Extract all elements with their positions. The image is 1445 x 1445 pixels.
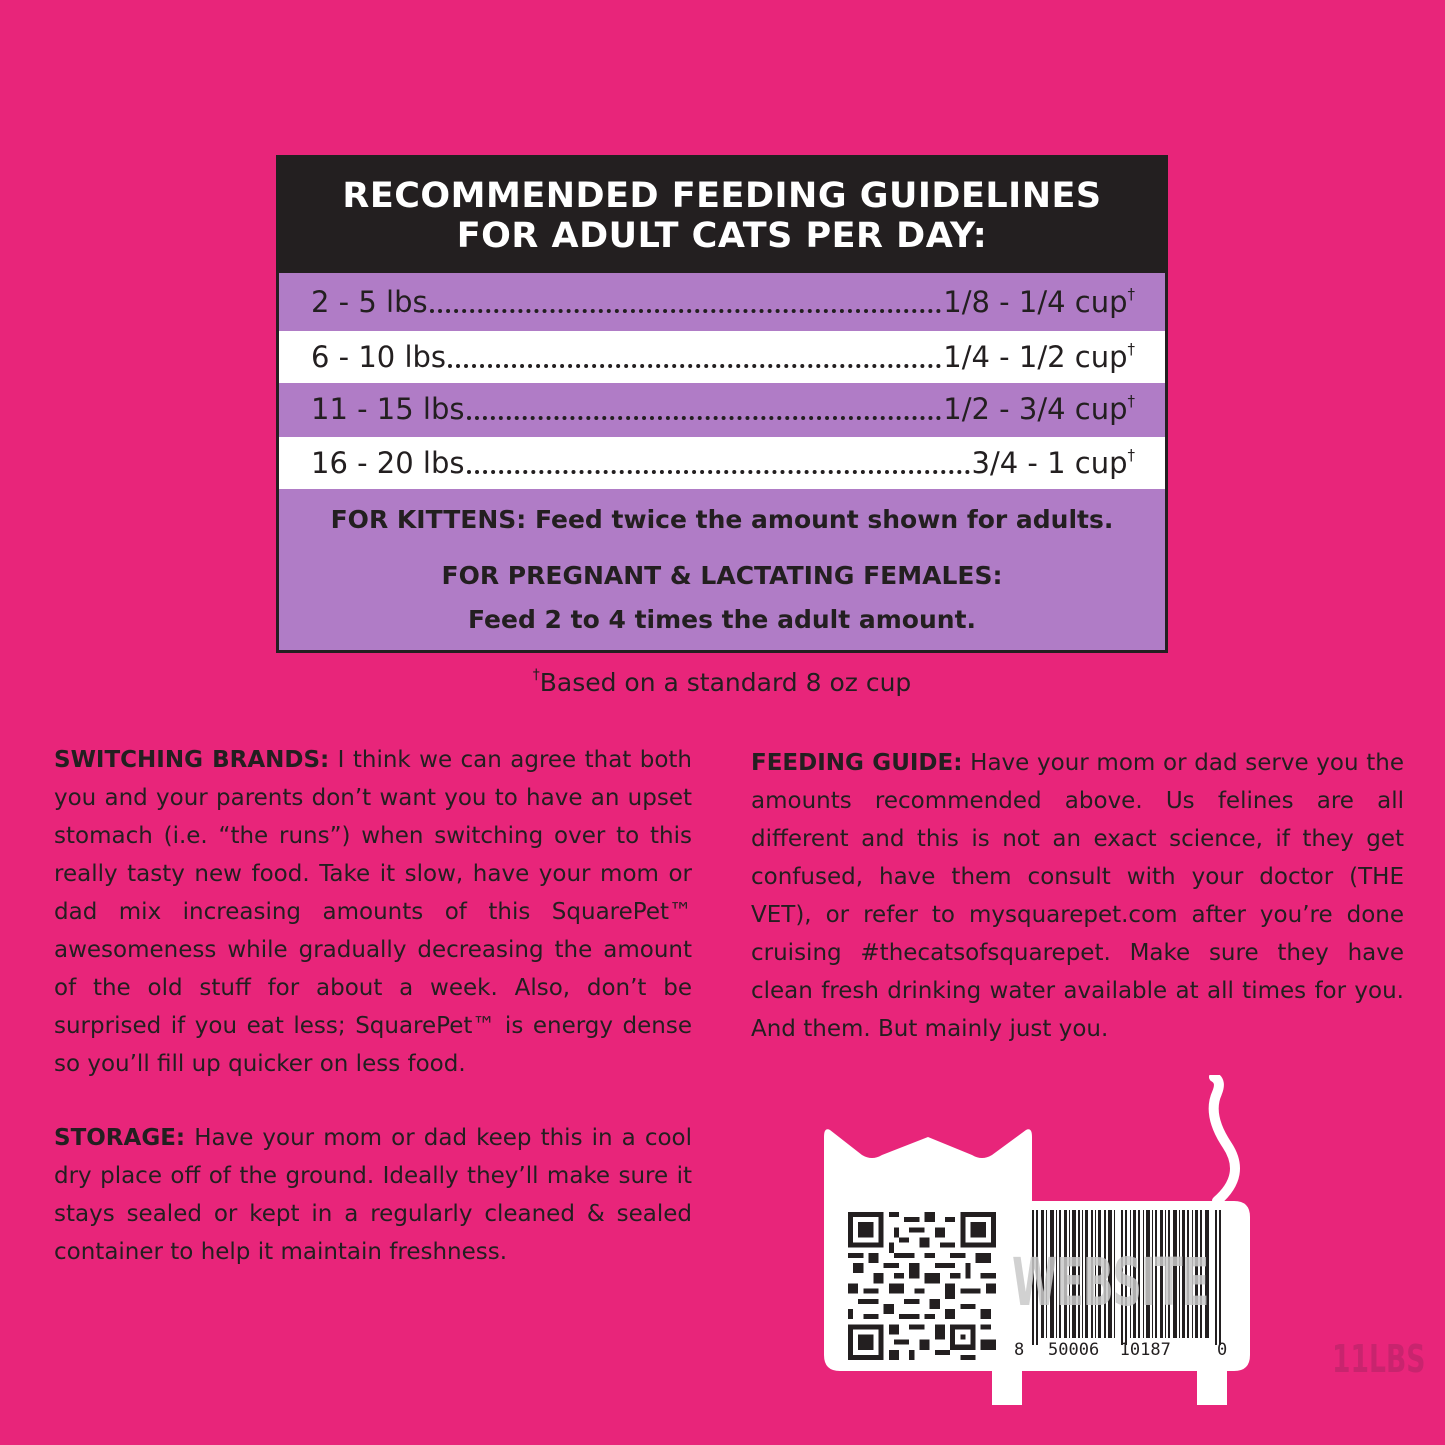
- table-header: [279, 158, 1165, 273]
- weight-range: 6 - 10 lbs: [311, 340, 447, 374]
- dot-leader: [448, 339, 941, 368]
- dot-leader: [467, 445, 970, 474]
- cup-amount: 1/2 - 3/4 cup†: [943, 392, 1135, 426]
- table-row: [279, 383, 1165, 435]
- feeding-guide-heading: FEEDING GUIDE:: [751, 750, 963, 776]
- switching-text: I think we can agree that both you and your parents don’t want you to have an upset stomach (i.e. “the runs”) when switching over to this really tasty new food. Take it slow, have your mom or dad mix increasing amounts of this SquarePet™ awesomeness while gradually decreasing the amount of the old stuff for about a week. Also, don’t be surprised if you eat less; SquarePet™ is energy dense so you’ll fill up quicker on less food.: [54, 747, 692, 1077]
- table-row: [279, 276, 1165, 328]
- storage-heading: STORAGE:: [54, 1125, 186, 1151]
- switching-heading: SWITCHING BRANDS:: [54, 747, 330, 773]
- dot-leader: [430, 284, 942, 313]
- table-title-line1: RECOMMENDED FEEDING GUIDELINES: [342, 175, 1102, 216]
- weight-range: 11 - 15 lbs: [311, 392, 465, 426]
- storage-text: Have your mom or dad keep this in a cool dry place off of the ground. Ideally they’ll make sure it stays sealed or kept in a regularly cleaned & sealed container to help it maintain freshness.: [54, 1125, 692, 1265]
- table-title-line2: FOR ADULT CATS PER DAY:: [456, 215, 988, 256]
- pregnant-note-title: FOR PREGNANT & LACTATING FEMALES:: [441, 561, 1003, 590]
- barcode-digit-last: 0: [1217, 1340, 1228, 1360]
- weight-range: 16 - 20 lbs: [311, 446, 465, 480]
- barcode-digits: 50006 10187: [1048, 1340, 1171, 1360]
- cup-amount: 1/8 - 1/4 cup†: [943, 285, 1135, 319]
- table-row: [279, 331, 1165, 383]
- switching-brands-section: [54, 741, 692, 1083]
- cup-amount: 1/4 - 1/2 cup†: [943, 340, 1135, 374]
- storage-section: [54, 1119, 692, 1271]
- weight-range: 2 - 5 lbs: [311, 285, 428, 319]
- cup-amount: 3/4 - 1 cup†: [971, 446, 1135, 480]
- website-label: WEBSITE: [1012, 1244, 1209, 1321]
- feeding-guide-section: [751, 744, 1404, 1048]
- feeding-guidelines-table: [276, 155, 1168, 653]
- kittens-note: FOR KITTENS: Feed twice the amount shown for adults.: [330, 505, 1114, 534]
- table-row: [279, 437, 1165, 489]
- cup-footnote: †Based on a standard 8 oz cup: [532, 667, 912, 697]
- dot-leader: [467, 391, 942, 420]
- barcode-digit-first: 8: [1014, 1340, 1025, 1360]
- qr-code-icon: [848, 1212, 996, 1360]
- pregnant-note-text: Feed 2 to 4 times the adult amount.: [467, 605, 977, 634]
- net-weight-label: 11LBS: [1331, 1337, 1425, 1381]
- feeding-guide-text: Have your mom or dad serve you the amounts recommended above. Us felines are all different and this is not an exact science, if they get confused, have them consult with your doctor (THE VET), or refer to mysquarepet.com after you’re done cruising #thecatsofsquarepet. Make sure they have clean fresh drinking water available at all times for you. And them. But mainly just you.: [751, 750, 1405, 1042]
